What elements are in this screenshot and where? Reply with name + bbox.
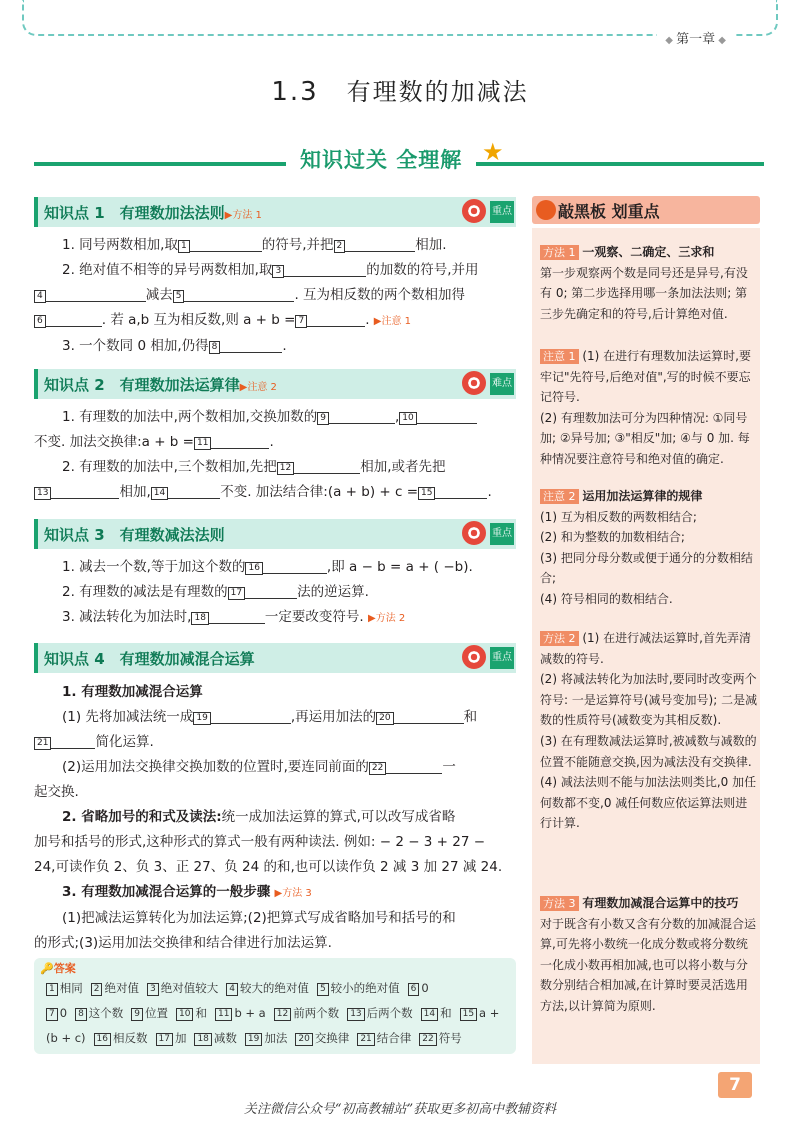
note-2: 注意 2 运用加法运算律的规律 (1) 互为相反数的两数相结合; (2) 和为整数的加数相结合; (3) 把同分母分数或便于通分的分数相结合; (4) 符号相同的数相结合. (540, 489, 753, 606)
footer-note: 关注微信公众号“初高教辅站”获取更多初高中教辅资料 (243, 1102, 557, 1117)
section-number: 1.3 (271, 77, 319, 107)
answer-item: 21 结合律 (357, 1031, 411, 1045)
answer-item: 20 交换律 (295, 1031, 349, 1045)
answer-item: 22 符号 (419, 1031, 461, 1045)
kp-header-2: 知识点 2 有理数加法运算律▶注意 2 难点 (34, 369, 516, 399)
note-1: 注意 1 (1) 在进行有理数加法运算时,要牢记"先符号,后绝对值",写的时候不要忘记符号. (2) 有理数加法可分为四种情况: ①同号加; ②异号加; ③"相反"加; ④与 0 加. 每种情况要注意符号和绝对值的确定. (540, 349, 751, 466)
answer-item: 18 减数 (194, 1031, 236, 1045)
target-icon (462, 199, 486, 223)
section-banner: 知识过关 全理解 (286, 144, 476, 174)
method-2: 方法 2 (1) 在进行减法运算时,首先弄清减数的符号. (2) 将减法转化为加法时,要同时改变两个符号: 一是运算符号(减号变加号); 二是减数的性质符号(减数变为其相反数). (3) 在有理数减法运算时,被减数与减数的位置不能随意交换,因为减法没有交换律. (4) 减法法则不能与加法法则类比,0 加任何数都不变,0 减任何数应依运算法则进行计算. (540, 631, 758, 831)
answer-item: 8 这个数 (75, 1006, 123, 1020)
chapter-label: ◆ 第一章 ◆ (657, 28, 734, 47)
section-title: 有理数的加减法 (346, 78, 529, 106)
kp-header-3: 知识点 3 有理数减法法则 重点 (34, 519, 516, 549)
badge-key: 重点 (490, 523, 514, 545)
kp-header-1: 知识点 1 有理数加法法则▶方法 1 重点 (34, 197, 516, 227)
answer-item: 14 和 (421, 1006, 452, 1020)
answer-item: 3 绝对值较大 (147, 981, 218, 995)
answer-item: 4 较大的绝对值 (226, 981, 309, 995)
kp-header-4: 知识点 4 有理数加减混合运算 重点 (34, 643, 516, 673)
bell-icon (536, 200, 556, 220)
answer-row-1 (46, 980, 437, 996)
answer-item: 2 绝对值 (91, 981, 139, 995)
kp1-body: 1. 同号两数相加,取 1 的符号,并把 2 相加. 2. 绝对值不相等的异号两数相加,取 3 的加数的符号,并用 4 减去 5 . 互为相反数的两个数相加得 6 . 若 a,b 互为相反数,则 a + b = 7 . ▶注意 1 3. 一个数同 0 相加,仍得 8 . (34, 233, 518, 359)
answer-item: 7 0 (46, 1006, 67, 1020)
target-icon (462, 371, 486, 395)
answer-item: 16 相反数 (94, 1031, 148, 1045)
method-3: 方法 3 有理数加减混合运算中的技巧 对于既含有小数又含有分数的加减混合运算,可先将小数统一化成分数或将分数统一化成小数再相加减,也可以将小数与分数分别结合相加减,在计算时要灵活选用方法,以计算简为原则. (540, 896, 757, 1013)
page-number: 7 (718, 1072, 752, 1098)
answer-row-2 (46, 1005, 507, 1021)
highlight-header: 敲黑板 划重点 (532, 196, 760, 224)
answer-item: 12 前两个数 (274, 1006, 339, 1020)
answer-item: 10 和 (176, 1006, 207, 1020)
badge-key: 重点 (490, 201, 514, 223)
answer-item: 17 加 (156, 1031, 187, 1045)
answer-item: 6 0 (408, 981, 429, 995)
answer-item: 9 位置 (131, 1006, 168, 1020)
kp3-body: 1. 减去一个数,等于加这个数的 16 ,即 a − b = a + ( −b). 2. 有理数的减法是有理数的 17 法的逆运算. 3. 减法转化为加法时, 18 一定要改变符号. ▶方法 2 (62, 559, 473, 625)
answer-item: 1 相同 (46, 981, 83, 995)
answer-row-3 (46, 1030, 470, 1046)
answer-item: 5 较小的绝对值 (317, 981, 400, 995)
answer-item: 13 后两个数 (347, 1006, 412, 1020)
answer-item: 11 b + a (215, 1006, 266, 1020)
runner-icon: ★ (482, 138, 504, 166)
kp2-body: 1. 有理数的加法中,两个数相加,交换加数的 9 , 10 不变. 加法交换律:a + b = 11 . 2. 有理数的加法中,三个数相加,先把 12 相加,或者先把 13 相加, 14 不变. 加法结合律:(a + b) + c = 15 . (34, 409, 492, 500)
page-title (0, 72, 800, 107)
answer-box (34, 958, 516, 1054)
answer-item: (b + c) (46, 1031, 86, 1045)
badge-key: 重点 (490, 647, 514, 669)
target-icon (462, 521, 486, 545)
answer-label: 🔑答案 (40, 962, 76, 975)
method-1: 方法 1 一观察、二确定、三求和 第一步观察两个数是同号还是异号,有没有 0; 第二步选择用哪一条加法法则; 第三步先确定和的符号,后计算绝对值. (540, 245, 748, 321)
target-icon (462, 645, 486, 669)
answer-item: 15 a + (460, 1006, 500, 1020)
badge-hard: 难点 (490, 373, 514, 395)
answer-item: 19 加法 (245, 1031, 287, 1045)
kp4-body: 1. 有理数加减混合运算 (1) 先将加减法统一成 19 ,再运用加法的 20 和 21 简化运算. (2)运用加法交换律交换加数的位置时,要连同前面的 22 一 起交换. 2. 省略加号的和式及读法:统一成加法运算的算式,可以改写成省略 加号和括号的形式,这种形式的算式一般有两种读法. 例如: − 2 − 3 + 27 − 24,可读作负 2、负 3、正 27、负 24 的和,也可以读作负 2 减 3 加 27 减 24. 3. 有理数加减混合运算的一般步骤 ▶方法 3 (1)把减法运算转化为加法运算;(2)把算式写成省略加号和括号的和 的形式;(3)运用加法交换律和结合律进行加法运算. (34, 684, 503, 951)
